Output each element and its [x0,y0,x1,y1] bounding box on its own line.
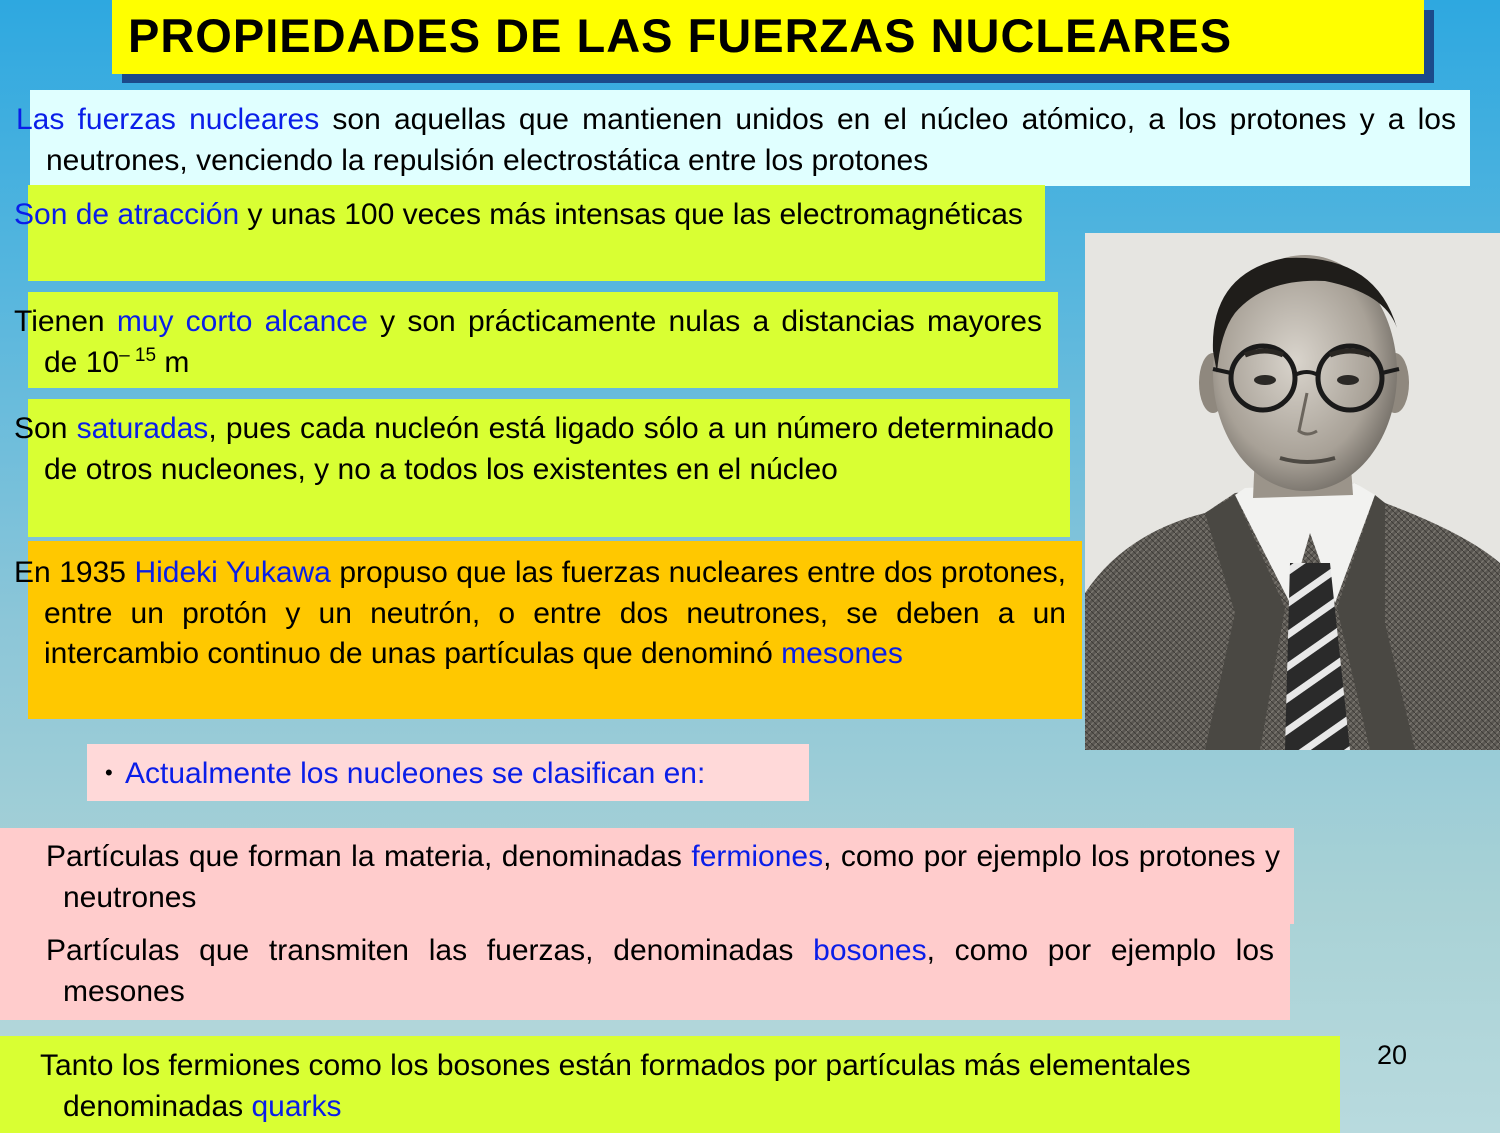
bullet-icon: • [105,760,113,785]
paragraph-classification [87,744,809,801]
dash-icon [14,837,46,878]
dash-icon [14,931,46,972]
classification-text: Actualmente los nucleones se clasifican en: [125,757,706,790]
portrait-photo [1085,233,1500,750]
paragraph-yukawa [14,541,1082,719]
unit-text: m [156,345,190,379]
term-fuerzas-nucleares: Las fuerzas nucleares [16,103,320,136]
bullet-icon [14,1045,40,1086]
bullet-icon [0,99,16,140]
paragraph-text-pre: En 1935 [14,556,135,589]
paragraph-text-pre: Tanto los fermiones como los bosones están formados por partículas más elementales denominadas [40,1049,1191,1123]
item-text: , como por ejemplo los protones y neutrones [63,840,1280,914]
bullet-icon [0,408,14,449]
bullet-icon [0,552,14,593]
paragraph-text: y unas 100 veces más intensas que las electromagnéticas [239,198,1023,231]
item-bosones [0,922,1290,1020]
bullet-icon [0,194,14,235]
page-number: 20 [1377,1040,1408,1070]
item-text-pre: Partículas que transmiten las fuerzas, denominadas [46,934,814,967]
item-text: , como por ejemplo los mesones [63,934,1274,1008]
term-hideki-yukawa: Hideki Yukawa [134,556,331,589]
item-fermiones [0,828,1294,924]
paragraph-range [14,292,1058,388]
portrait-photo-icon [1085,233,1500,750]
paragraph-text-pre: Tienen [14,305,117,338]
paragraph-text-pre: Son [14,412,77,445]
exponent: – 15 [119,344,157,366]
term-corto-alcance: muy corto alcance [116,305,368,338]
bullet-icon [0,301,14,342]
term-quarks: quarks [251,1089,342,1123]
term-mesones: mesones [781,637,903,670]
item-text-pre: Partículas que forman la materia, denominadas [46,840,692,873]
term-fermiones: fermiones [691,840,824,873]
term-saturadas: saturadas [76,412,209,445]
paragraph-quarks [0,1036,1340,1133]
paragraph-text: propuso que las fuerzas nucleares entre dos protones, entre un protón y un neutrón, o entre dos neutrones, se deben a un intercambio continuo de unas partículas que denominó [44,556,1066,670]
paragraph-text: son aquellas que mantienen unidos en el núcleo atómico, a los protones y a los neutrones, venciendo la repulsión electrostática entre los protones [46,103,1456,177]
paragraph-definition [16,90,1470,186]
term-bosones: bosones [813,934,927,967]
paragraph-text: , pues cada nucleón está ligado sólo a un número determinado de otros nucleones, y no a todos los existentes en el núcleo [44,412,1054,486]
paragraph-saturation [14,399,1070,537]
paragraph-attraction [14,185,1045,281]
term-atraccion: Son de atracción [14,198,240,231]
paragraph-text: y son prácticamente nulas a distancias mayores de 10 [44,305,1042,379]
slide-title: PROPIEDADES DE LAS FUERZAS NUCLEARES [112,0,1424,74]
